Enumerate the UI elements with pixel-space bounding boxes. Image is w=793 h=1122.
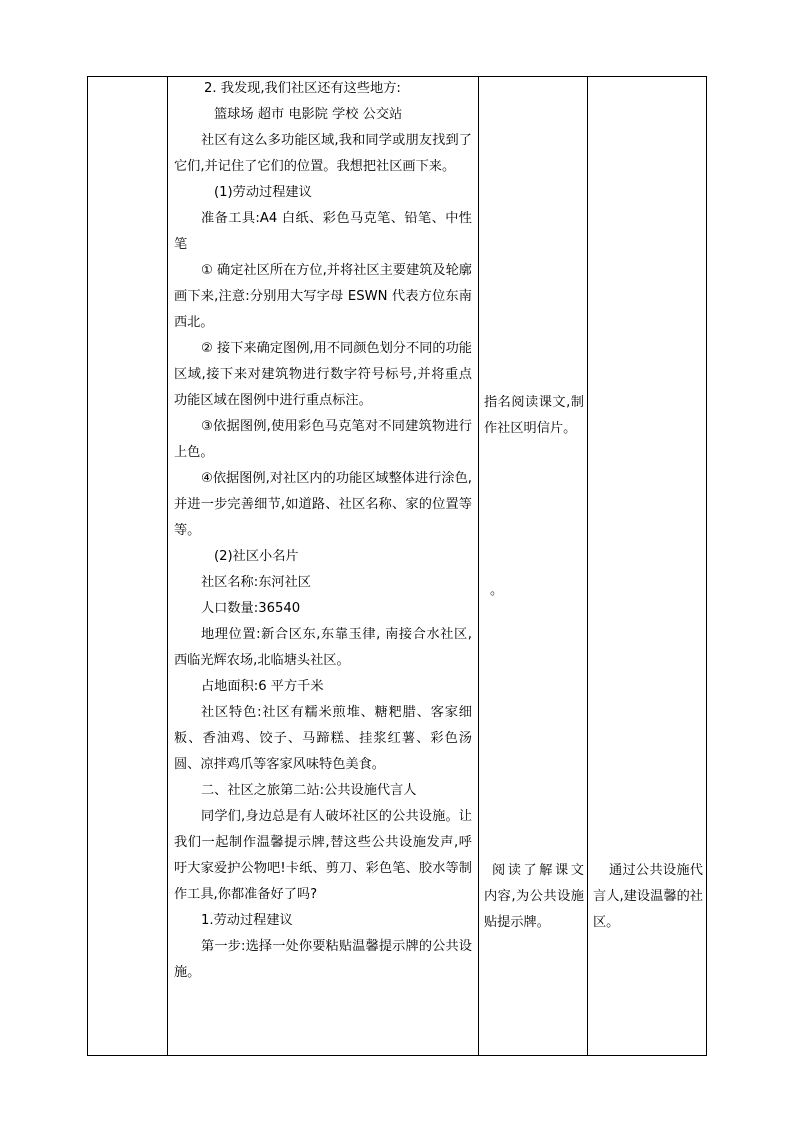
paragraph: 社区名称:东河社区 [201,575,311,590]
note-text: 通过公共设施代言人,建设温馨的社区。 [593,863,703,930]
note-text: 阅读了解课文内容,为公共设施贴提示牌。 [484,863,584,930]
section-heading: (1)劳动过程建议 [214,185,312,200]
paragraph: 准备工具:A4 白纸、彩色马克笔、铅笔、中性笔 [174,211,472,252]
paragraph: 同学们,身边总是有人破坏社区的公共设施。让我们一起制作温馨提示牌,替这些公共设施发声,呼吁大家爱护公物吧!卡纸、剪刀、彩色笔、胶水等制作工具,你都准备好了吗? [174,809,472,902]
paragraph: 篮球场 超市 电影院 学校 公交站 [214,107,403,122]
paragraph: 社区特色:社区有糯米煎堆、糖粑腊、客家细粄、香油鸡、饺子、马蹄糕、挂浆红薯、彩色汤圆、凉拌鸡爪等客家风味特色美食。 [174,705,472,772]
section-heading: 二、社区之旅第二站:公共设施代言人 [201,783,417,798]
paragraph: ③依据图例,使用彩色马克笔对不同建筑物进行上色。 [174,419,472,460]
paragraph: 地理位置:新合区东,东靠玉律, 南接合水社区,西临光辉农场,北临塘头社区。 [174,627,472,668]
paragraph: 第一步:选择一处你要粘贴温馨提示牌的公共设施。 [174,939,472,980]
note-text: 。 [490,583,504,598]
paragraph: 占地面积:6 平方千米 [201,679,324,694]
note-text: 指名阅读课文,制作社区明信片。 [484,395,584,436]
paragraph: ④依据图例,对社区内的功能区域整体进行涂色,并进一步完善细节,如道路、社区名称、家的位置等等。 [174,471,472,538]
paragraph: ② 接下来确定图例,用不同颜色划分不同的功能区域,接下来对建筑物进行数字符号标号,并将重点功能区域在图例中进行重点标注。 [174,341,472,408]
paragraph: 人口数量:36540 [201,601,301,616]
student-activity-note-1 [484,390,584,442]
table-divider-3 [587,76,588,1056]
teaching-process-column [168,76,478,986]
student-activity-note-2 [490,578,550,604]
paragraph: ① 确定社区所在方位,并将社区主要建筑及轮廓画下来,注意:分别用大写字母 ESWN 代表方位东南西北。 [174,263,472,330]
student-activity-note-3 [484,858,584,936]
section-heading: 1.劳动过程建议 [201,913,293,928]
section-heading: (2)社区小名片 [214,549,299,564]
table-divider-2 [478,76,479,1056]
paragraph: 2. 我发现,我们社区还有这些地方: [204,81,401,96]
design-intent-note [593,858,703,936]
paragraph: 社区有这么多功能区域,我和同学或朋友找到了它们,并记住了它们的位置。我想把社区画下来。 [174,133,472,174]
